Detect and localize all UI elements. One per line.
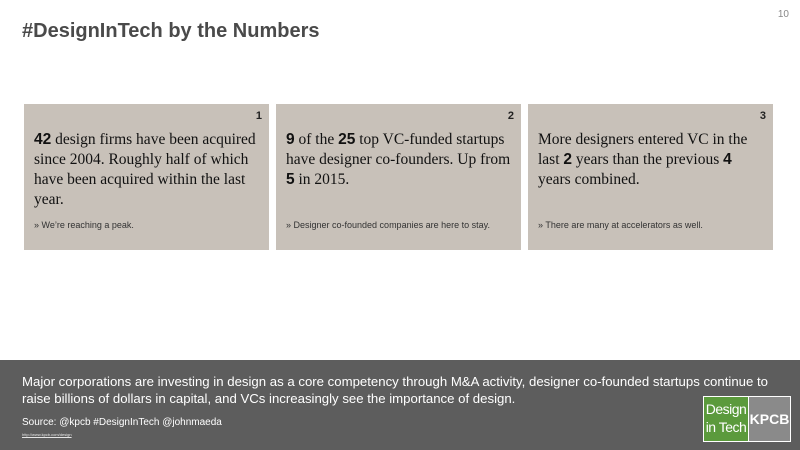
logo-design-in-tech	[704, 397, 748, 441]
stat-highlight: 42	[34, 131, 52, 148]
stat-text: design firms have been acquired since 2004. Roughly half of which have been acquired within the last year.	[34, 131, 256, 208]
stat-text: years than the previous	[572, 151, 724, 168]
card-statistic	[538, 130, 766, 190]
source-link[interactable]: http://www.kpcb.com/design	[22, 432, 72, 437]
card-note: » Designer co-founded companies are here to stay.	[286, 220, 490, 230]
card-number: 2	[507, 110, 514, 122]
stat-text: top VC-funded startups have designer co-founders. Up from	[286, 131, 511, 168]
stat-card-3	[528, 104, 773, 250]
stat-text: of the	[294, 131, 339, 148]
footer-banner	[0, 360, 800, 450]
card-statistic	[286, 130, 514, 190]
stat-highlight: 2	[563, 151, 573, 168]
stat-highlight: 9	[286, 131, 295, 148]
source-credit: Source: @kpcb #DesignInTech @johnmaeda	[22, 417, 222, 428]
footer-summary: Major corporations are investing in design as a core competency through M&A activity, designer co-founded startups continue to raise billions of dollars in capital, and VCs increasingly see the importance of design.	[22, 374, 768, 406]
stat-text: years combined.	[538, 171, 640, 188]
design-in-tech-kpcb-logo	[703, 396, 791, 442]
logo-line-1: Design	[705, 401, 747, 417]
card-number: 3	[759, 110, 766, 122]
card-statistic	[34, 130, 262, 210]
card-note: » There are many at accelerators as well.	[538, 220, 703, 230]
stats-cards	[24, 104, 774, 250]
slide-title: #DesignInTech by the Numbers	[22, 20, 320, 42]
card-number: 1	[255, 110, 262, 122]
stat-highlight: 4	[723, 151, 732, 168]
stat-highlight: 5	[286, 171, 295, 188]
logo-kpcb: KPCB	[749, 397, 790, 441]
logo-line-2: in Tech	[705, 419, 747, 435]
card-note: » We’re reaching a peak.	[34, 220, 134, 230]
stat-highlight: 25	[338, 131, 356, 148]
stat-text: More designers entered VC in the last	[538, 131, 748, 168]
stat-card-1	[24, 104, 269, 250]
slide-number: 10	[777, 9, 789, 20]
stat-card-2	[276, 104, 521, 250]
stat-text: in 2015.	[294, 171, 350, 188]
